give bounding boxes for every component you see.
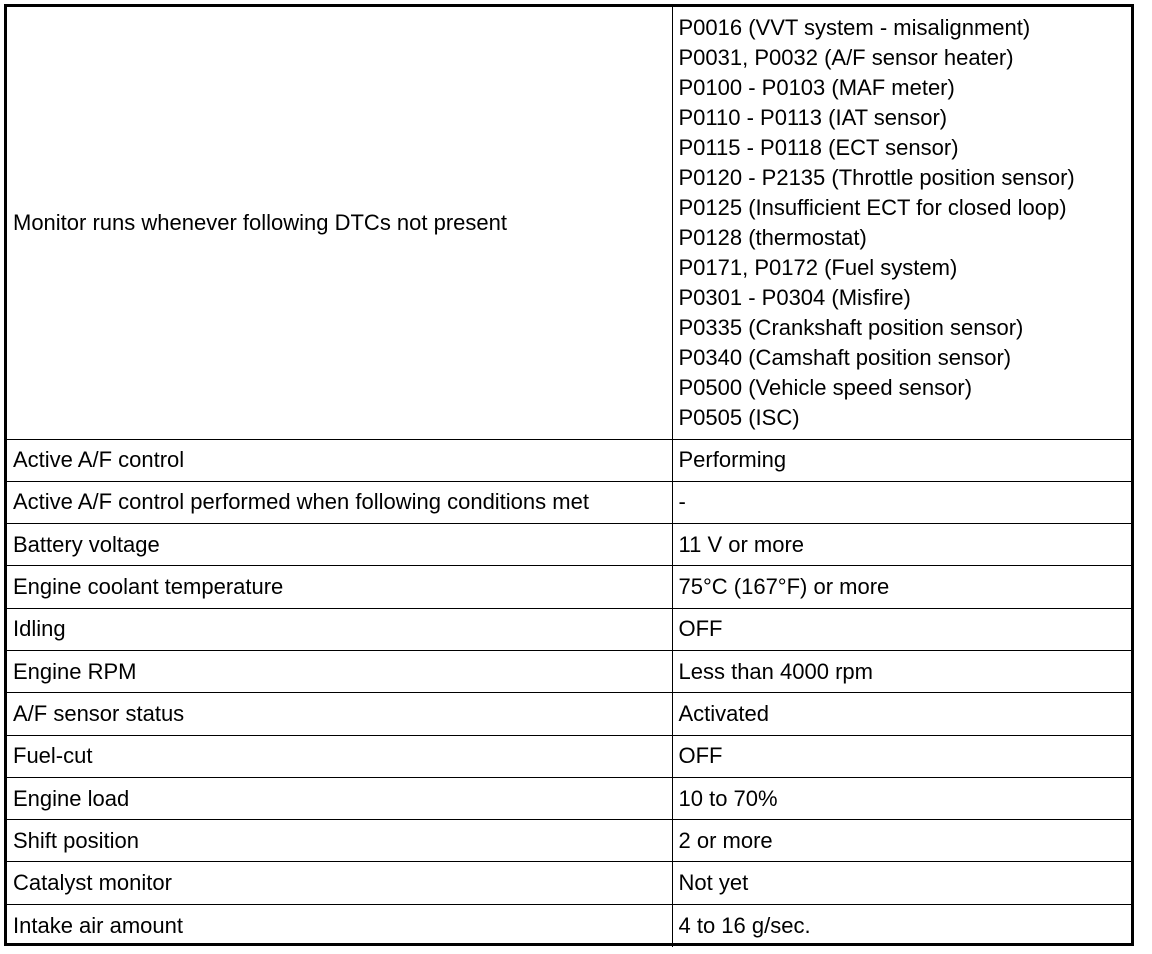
- dtc-item: P0500 (Vehicle speed sensor): [678, 375, 973, 400]
- table-row: [7, 650, 1131, 692]
- table-row: [7, 693, 1131, 735]
- table-row: [7, 481, 1131, 523]
- table-row: [7, 524, 1131, 566]
- value-cell: 11 V or more: [672, 524, 1131, 566]
- item-cell: Fuel-cut: [7, 735, 672, 777]
- dtc-item: P0301 - P0304 (Misfire): [678, 285, 911, 310]
- dtc-item: P0340 (Camshaft position sensor): [678, 345, 1012, 370]
- item-cell: Active A/F control performed when following conditions met: [7, 481, 672, 523]
- value-cell: Less than 4000 rpm: [672, 650, 1131, 692]
- dtc-item: P0120 - P2135 (Throttle position sensor): [678, 165, 1075, 190]
- item-cell: Engine coolant temperature: [7, 566, 672, 608]
- item-cell: Idling: [7, 608, 672, 650]
- dtc-item: P0128 (thermostat): [678, 225, 867, 250]
- dtc-item: P0505 (ISC): [678, 405, 800, 430]
- table-row: [7, 904, 1131, 946]
- value-cell: Not yet: [672, 862, 1131, 904]
- value-cell: -: [672, 481, 1131, 523]
- item-cell: Shift position: [7, 820, 672, 862]
- value-cell: Activated: [672, 693, 1131, 735]
- value-cell: Performing: [672, 439, 1131, 481]
- table-row: [7, 7, 1131, 439]
- item-cell: Active A/F control: [7, 439, 672, 481]
- dtc-item: P0100 - P0103 (MAF meter): [678, 75, 955, 100]
- monitor-conditions-table: [7, 7, 1131, 947]
- conditions-table-frame: [4, 4, 1134, 946]
- item-cell: Intake air amount: [7, 904, 672, 946]
- item-cell: Monitor runs whenever following DTCs not present: [7, 7, 672, 439]
- dtc-item: P0110 - P0113 (IAT sensor): [678, 105, 948, 130]
- value-cell: OFF: [672, 608, 1131, 650]
- dtc-item: P0016 (VVT system - misalignment): [678, 15, 1031, 40]
- table-row: [7, 566, 1131, 608]
- dtc-item: P0125 (Insufficient ECT for closed loop): [678, 195, 1067, 220]
- table-row: [7, 608, 1131, 650]
- dtc-item: P0171, P0172 (Fuel system): [678, 255, 958, 280]
- dtc-item: P0115 - P0118 (ECT sensor): [678, 135, 959, 160]
- table-row: [7, 735, 1131, 777]
- item-cell: Catalyst monitor: [7, 862, 672, 904]
- dtc-item: P0031, P0032 (A/F sensor heater): [678, 45, 1014, 70]
- value-cell: 75°C (167°F) or more: [672, 566, 1131, 608]
- value-cell: 4 to 16 g/sec.: [672, 904, 1131, 946]
- item-cell: Engine load: [7, 777, 672, 819]
- table-row: [7, 439, 1131, 481]
- table-row: [7, 862, 1131, 904]
- value-cell: 2 or more: [672, 820, 1131, 862]
- value-cell: 10 to 70%: [672, 777, 1131, 819]
- dtc-list-cell: [672, 7, 1131, 439]
- item-cell: Battery voltage: [7, 524, 672, 566]
- dtc-item: P0335 (Crankshaft position sensor): [678, 315, 1024, 340]
- value-cell: OFF: [672, 735, 1131, 777]
- item-cell: Engine RPM: [7, 650, 672, 692]
- item-cell: A/F sensor status: [7, 693, 672, 735]
- table-row: [7, 820, 1131, 862]
- table-row: [7, 777, 1131, 819]
